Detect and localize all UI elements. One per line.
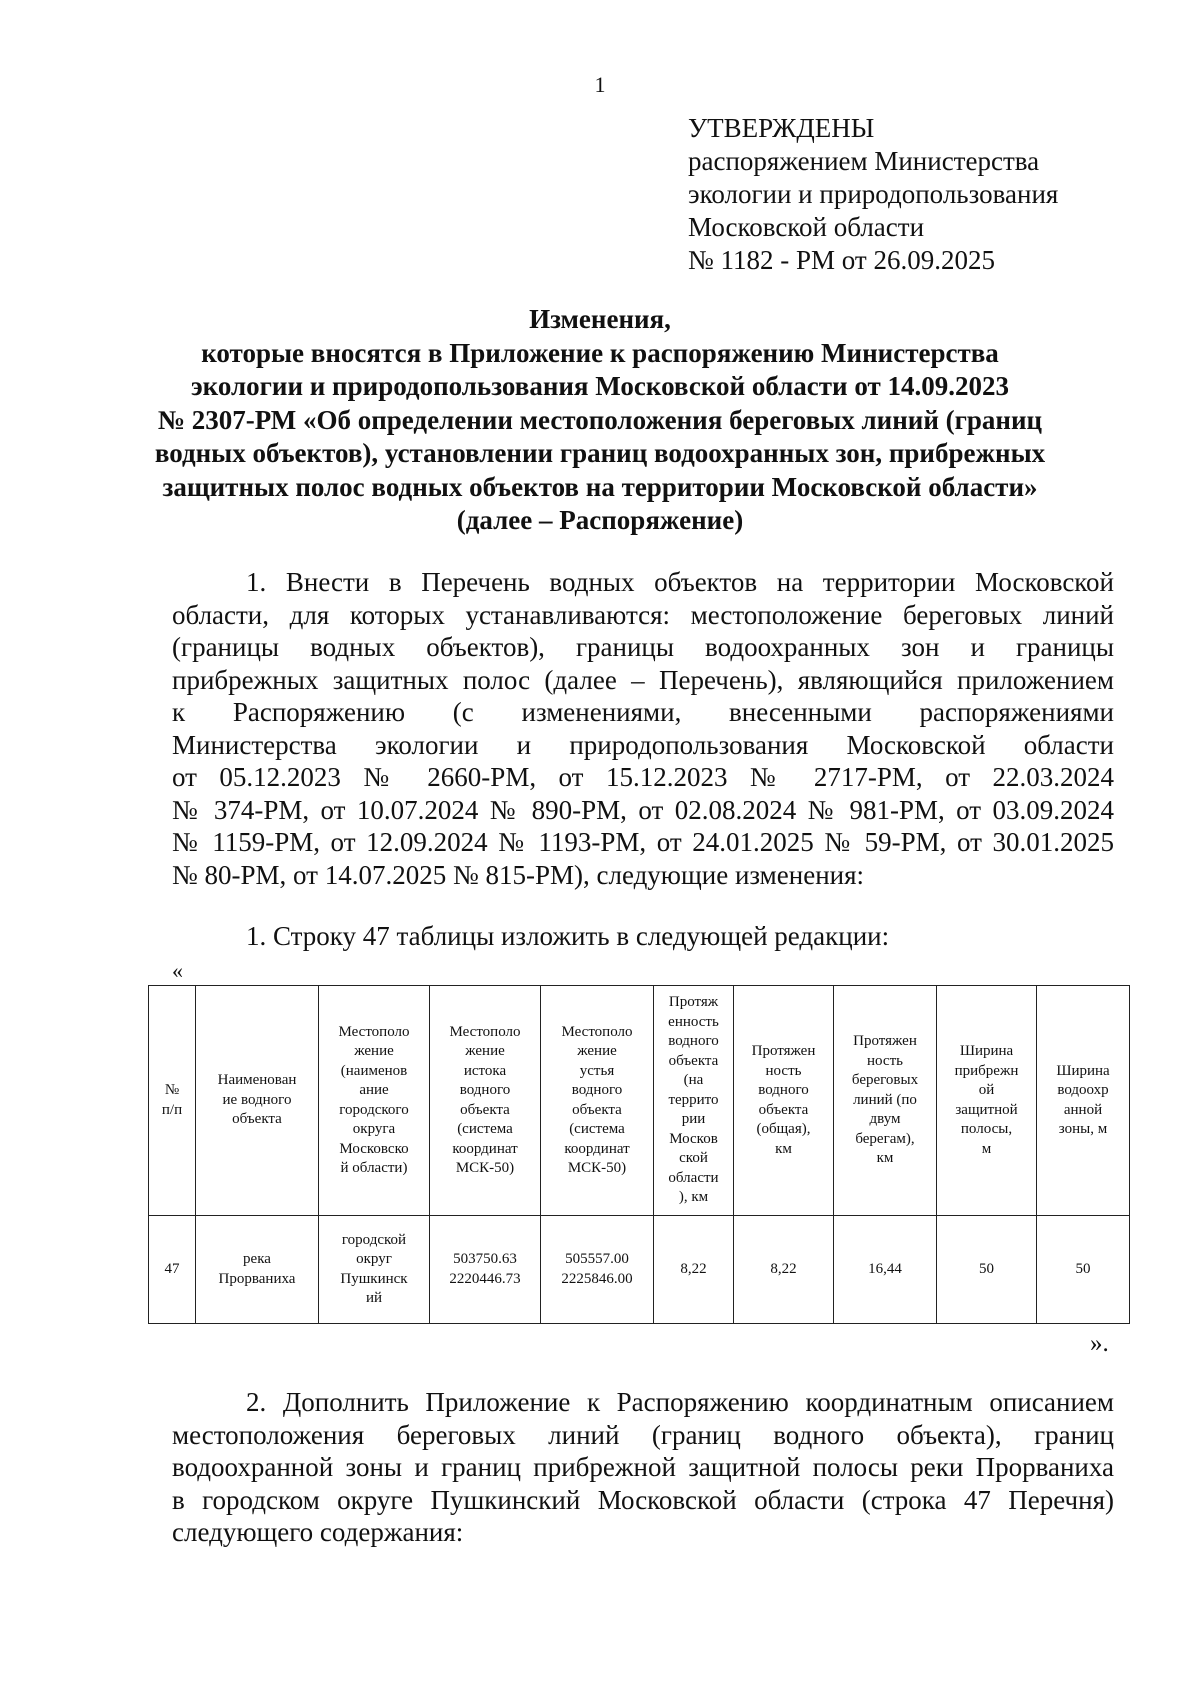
table-cell xyxy=(734,1216,834,1324)
title-line: экологии и природопользования Московской области от 14.09.2023 xyxy=(190,371,1010,401)
paragraph-line: водоохранной зоны и границ прибрежной защитной полосы реки Прорваниха xyxy=(172,1452,1114,1482)
header-text: Местополо жение истока водного объекта (система координат МСК-50) xyxy=(449,1023,521,1176)
header-cell xyxy=(430,986,541,1216)
header-cell xyxy=(654,986,734,1216)
paragraph-line: к Распоряжению (с изменениями, внесенными распоряжениями xyxy=(172,697,1114,727)
header-cell xyxy=(734,986,834,1216)
cell-text: 503750.63 2220446.73 xyxy=(449,1251,521,1287)
cell-text: 8,22 xyxy=(680,1260,707,1277)
header-text: Протяжен ность водного объекта (общая), км xyxy=(751,1043,816,1157)
header-text: Местополо жение устья водного объекта (система координат МСК-50) xyxy=(561,1023,633,1176)
header-text: Ширина водоохр анной зоны, м xyxy=(1056,1062,1110,1137)
cell-text: 50 xyxy=(1075,1260,1091,1277)
header-text: Наименован ие водного объекта xyxy=(217,1072,297,1128)
title-line: (далее – Распоряжение) xyxy=(456,505,744,535)
table-cell xyxy=(937,1216,1037,1324)
cell-text: река Прорваниха xyxy=(218,1251,296,1287)
table-cell xyxy=(834,1216,937,1324)
quote-open-mark: « xyxy=(172,958,183,983)
table-row xyxy=(149,1216,1130,1324)
table-cell xyxy=(319,1216,430,1324)
approval-line: распоряжением Министерства xyxy=(688,146,1040,176)
approval-line: УТВЕРЖДЕНЫ xyxy=(688,113,875,143)
paragraph-line: в городском округе Пушкинский Московской области (строка 47 Перечня) xyxy=(172,1484,1114,1515)
cell-text: 505557.00 2225846.00 xyxy=(561,1251,633,1287)
header-text: № п/п xyxy=(161,1082,183,1118)
paragraph-line: 2. Дополнить Приложение к Распоряжению координатным описанием xyxy=(246,1387,1114,1417)
table-header-row xyxy=(149,986,1130,1216)
table-cell xyxy=(149,1216,196,1324)
paragraph-line: от 05.12.2023 № 2660-РМ, от 15.12.2023 № 2717-РМ, от 22.03.2024 xyxy=(172,762,1114,792)
paragraph-line: местоположения береговых линий (границ водного объекта), границ xyxy=(172,1419,1114,1450)
subpoint-1: 1. Строку 47 таблицы изложить в следующей редакции: xyxy=(246,921,890,951)
approval-line: экологии и природопользования xyxy=(688,179,1059,209)
title-line: Изменения, xyxy=(529,304,671,334)
header-text: Местополо жение (наименов ание городского округа Московско й области) xyxy=(338,1023,410,1176)
table-cell xyxy=(541,1216,654,1324)
paragraph-line: Министерства экологии и природопользования Московской области xyxy=(172,729,1114,760)
header-text: Протяж енность водного объекта (на террито рии Москов ской области ), км xyxy=(668,994,719,1206)
document-title xyxy=(150,303,1050,538)
header-cell xyxy=(1037,986,1130,1216)
title-line: защитных полос водных объектов на территории Московской области» xyxy=(162,471,1038,502)
paragraph-line: следующего содержания: xyxy=(172,1517,464,1547)
water-objects-table xyxy=(148,985,1130,1324)
paragraph-line: № 374-РМ, от 10.07.2024 № 890-РМ, от 02.08.2024 № 981-РМ, от 03.09.2024 xyxy=(172,794,1114,825)
header-cell xyxy=(541,986,654,1216)
header-text: Протяжен ность береговых линий (по двум берегам), км xyxy=(851,1033,919,1167)
header-text: Ширина прибрежн ой защитной полосы, м xyxy=(954,1043,1019,1157)
table-cell xyxy=(430,1216,541,1324)
approval-line: Московской области xyxy=(688,212,925,242)
paragraph-1 xyxy=(172,566,1114,891)
header-cell xyxy=(196,986,319,1216)
table-cell xyxy=(654,1216,734,1324)
cell-text: 47 xyxy=(164,1260,180,1277)
page-number: 1 xyxy=(594,72,606,97)
approval-stamp xyxy=(688,112,1058,277)
paragraph-line: 1. Внести в Перечень водных объектов на территории Московской xyxy=(246,567,1114,597)
header-cell xyxy=(937,986,1037,1216)
paragraph-line: области, для которых устанавливаются: местоположение береговых линий xyxy=(172,599,1114,630)
title-line: водных объектов), установлении границ водоохранных зон, прибрежных xyxy=(154,438,1046,468)
table-cell xyxy=(1037,1216,1130,1324)
paragraph-line: № 1159-РМ, от 12.09.2024 № 1193-РМ, от 24.01.2025 № 59-РМ, от 30.01.2025 xyxy=(172,827,1114,857)
paragraph-line: (границы водных объектов), границы водоохранных зон и границы xyxy=(172,632,1114,662)
cell-text: 50 xyxy=(979,1260,994,1277)
paragraph-2 xyxy=(172,1386,1114,1549)
header-cell xyxy=(149,986,196,1216)
cell-text: городской округ Пушкинск ий xyxy=(340,1231,408,1306)
cell-text: 8,22 xyxy=(770,1260,797,1277)
table-cell xyxy=(196,1216,319,1324)
approval-line: № 1182 - РМ от 26.09.2025 xyxy=(688,245,995,275)
cell-text: 16,44 xyxy=(868,1260,902,1277)
title-line: которые вносятся в Приложение к распоряжению Министерства xyxy=(201,337,999,368)
header-cell xyxy=(319,986,430,1216)
quote-close-mark: ». xyxy=(1090,1330,1109,1357)
paragraph-line: № 80-РМ, от 14.07.2025 № 815-РМ), следующие изменения: xyxy=(172,859,865,890)
header-cell xyxy=(834,986,937,1216)
title-line: № 2307-РМ «Об определении местоположения береговых линий (границ xyxy=(157,404,1043,435)
paragraph-line: прибрежных защитных полос (далее – Перечень), являющийся приложением xyxy=(172,664,1114,695)
